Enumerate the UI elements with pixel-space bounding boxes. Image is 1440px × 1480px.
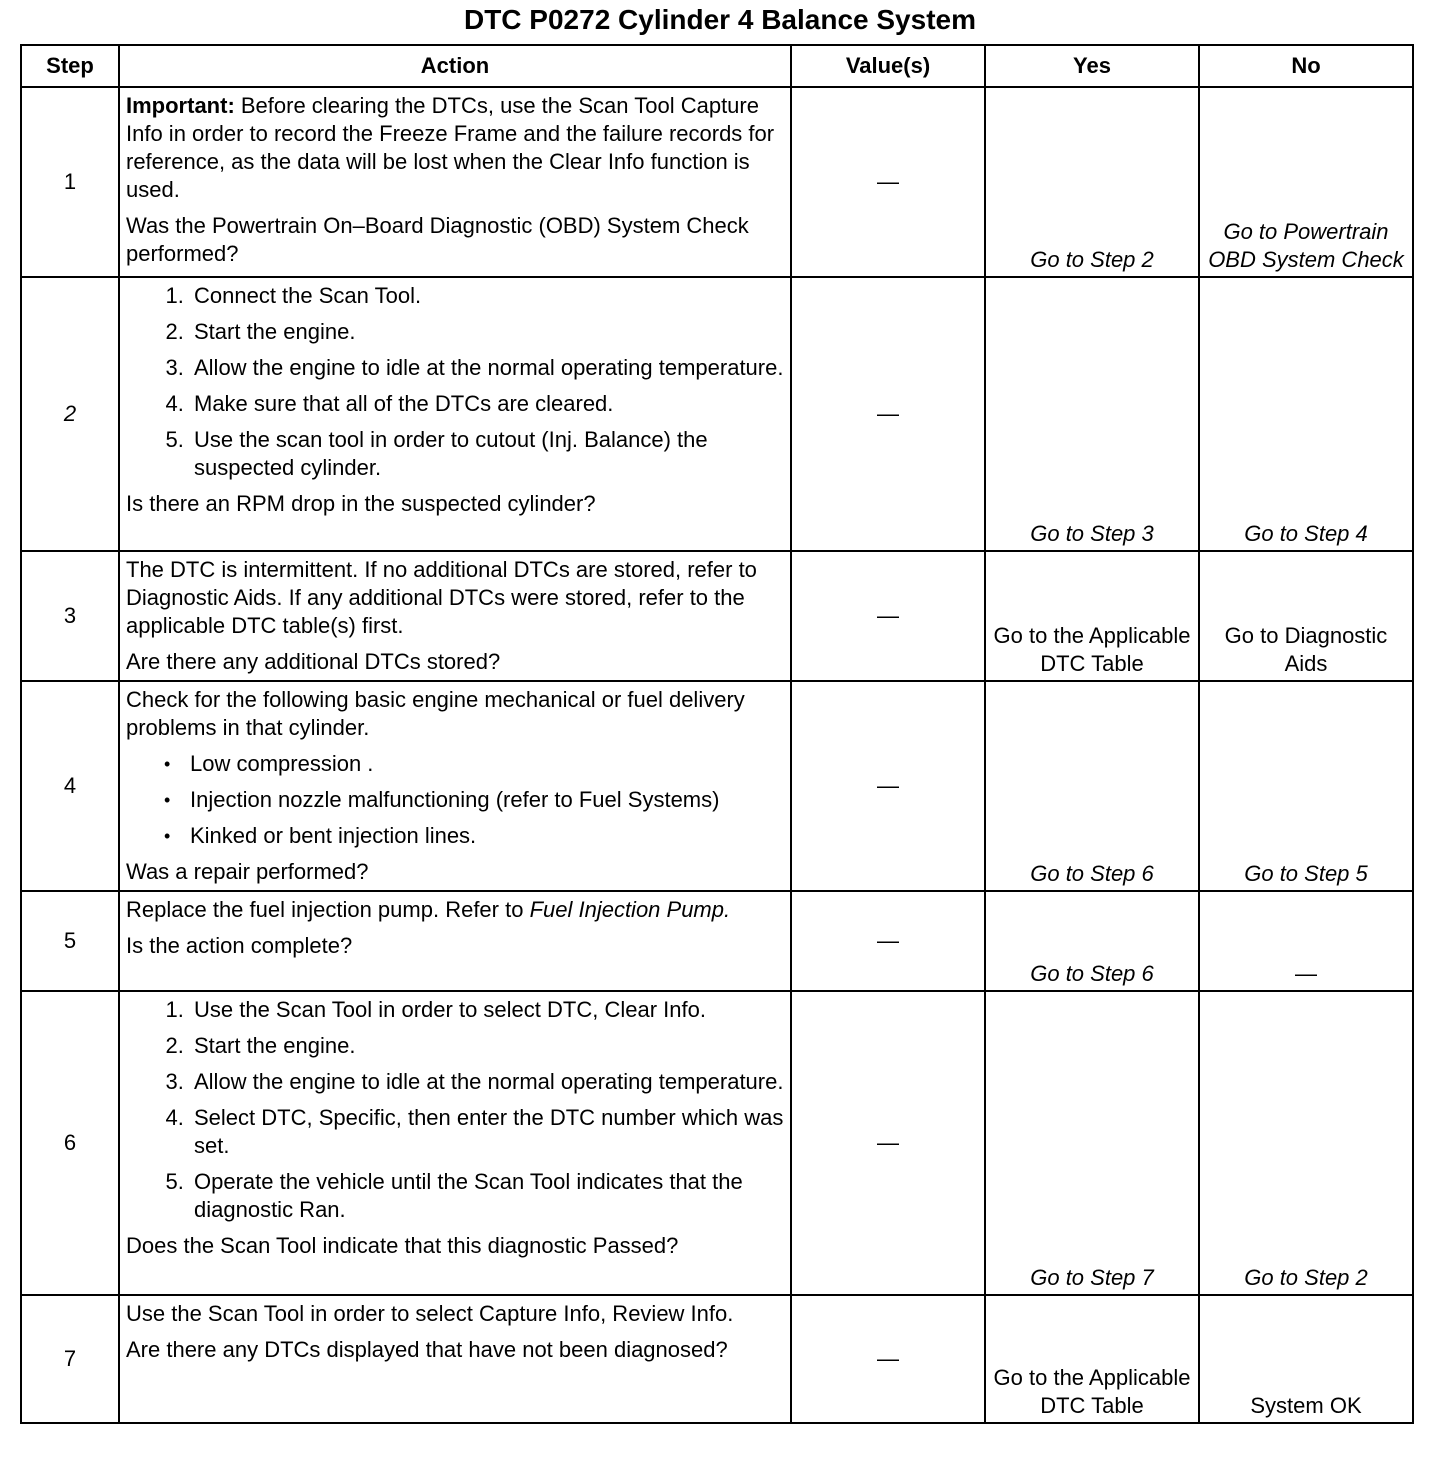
- list-item: • Kinked or bent injection lines.: [190, 822, 784, 850]
- action-question: Was a repair performed?: [126, 859, 369, 884]
- action-cell: [119, 681, 791, 891]
- action-bullet-list: [126, 750, 784, 850]
- action-steps-list: [126, 996, 784, 1224]
- value-cell: —: [791, 1295, 985, 1423]
- step-number: 2: [21, 277, 119, 551]
- step-number: 5: [21, 891, 119, 991]
- table-row: [21, 1295, 1413, 1423]
- step-number: 6: [21, 991, 119, 1295]
- action-cell: [119, 891, 791, 991]
- list-item: 5. Operate the vehicle until the Scan Tool indicates that the diagnostic Ran.: [190, 1168, 784, 1224]
- list-item: 2. Start the engine.: [190, 318, 784, 346]
- action-cell: [119, 1295, 791, 1423]
- action-cell: [119, 991, 791, 1295]
- table-row: [21, 991, 1413, 1295]
- action-question: Is there an RPM drop in the suspected cylinder?: [126, 491, 596, 516]
- diagnostic-table: [20, 44, 1414, 1424]
- no-cell: Go to Diagnostic Aids: [1199, 551, 1413, 681]
- list-item: 4. Select DTC, Specific, then enter the DTC number which was set.: [190, 1104, 784, 1160]
- action-question: Does the Scan Tool indicate that this diagnostic Passed?: [126, 1233, 679, 1258]
- step-number: 3: [21, 551, 119, 681]
- list-item: • Injection nozzle malfunctioning (refer to Fuel Systems): [190, 786, 784, 814]
- value-cell: —: [791, 891, 985, 991]
- table-row: [21, 891, 1413, 991]
- list-item: 1. Connect the Scan Tool.: [190, 282, 784, 310]
- no-cell: System OK: [1199, 1295, 1413, 1423]
- table-row: [21, 551, 1413, 681]
- action-text: Check for the following basic engine mechanical or fuel delivery problems in that cylinder.: [126, 687, 745, 740]
- list-item: 3. Allow the engine to idle at the normal operating temperature.: [190, 1068, 784, 1096]
- yes-cell: Go to Step 3: [985, 277, 1199, 551]
- list-item: 4. Make sure that all of the DTCs are cleared.: [190, 390, 784, 418]
- action-text: [126, 896, 784, 924]
- list-item: • Low compression .: [190, 750, 784, 778]
- action-question: Are there any DTCs displayed that have not been diagnosed?: [126, 1337, 728, 1362]
- list-item: 3. Allow the engine to idle at the normal operating temperature.: [190, 354, 784, 382]
- no-cell: Go to Step 4: [1199, 277, 1413, 551]
- yes-cell: Go to Step 6: [985, 681, 1199, 891]
- yes-cell: Go to the Applicable DTC Table: [985, 1295, 1199, 1423]
- action-text-reference: Fuel Injection Pump.: [529, 897, 731, 922]
- step-number: 7: [21, 1295, 119, 1423]
- yes-cell: Go to the Applicable DTC Table: [985, 551, 1199, 681]
- no-cell: Go to Powertrain OBD System Check: [1199, 87, 1413, 277]
- header-no: No: [1199, 45, 1413, 87]
- no-cell: —: [1199, 891, 1413, 991]
- header-yes: Yes: [985, 45, 1199, 87]
- action-text-plain: Replace the fuel injection pump. Refer to: [126, 897, 530, 922]
- list-item: 1. Use the Scan Tool in order to select DTC, Clear Info.: [190, 996, 784, 1024]
- page-title: DTC P0272 Cylinder 4 Balance System: [463, 4, 976, 35]
- action-question: Is the action complete?: [126, 933, 353, 958]
- important-text: Before clearing the DTCs, use the Scan Tool Capture Info in order to record the Freeze Frame and the failure records for reference, as the data will be lost when the Clear Info function is used.: [126, 93, 775, 202]
- header-values: Value(s): [791, 45, 985, 87]
- step-number: 4: [21, 681, 119, 891]
- list-item: 2. Start the engine.: [190, 1032, 784, 1060]
- yes-cell: Go to Step 6: [985, 891, 1199, 991]
- header-action: Action: [119, 45, 791, 87]
- action-text: The DTC is intermittent. If no additional DTCs are stored, refer to Diagnostic Aids. If any additional DTCs were stored, refer to the applicable DTC table(s) first.: [126, 557, 757, 638]
- table-row: [21, 681, 1413, 891]
- value-cell: —: [791, 681, 985, 891]
- action-question: Are there any additional DTCs stored?: [126, 649, 501, 674]
- value-cell: —: [791, 87, 985, 277]
- step-number: 1: [21, 87, 119, 277]
- no-cell: Go to Step 5: [1199, 681, 1413, 891]
- action-cell: [119, 551, 791, 681]
- value-cell: —: [791, 991, 985, 1295]
- header-row: [21, 45, 1413, 87]
- action-cell: [119, 277, 791, 551]
- action-important: [126, 92, 784, 204]
- table-row: [21, 277, 1413, 551]
- action-question: Was the Powertrain On–Board Diagnostic (OBD) System Check performed?: [126, 213, 749, 266]
- header-step: Step: [21, 45, 119, 87]
- action-steps-list: [126, 282, 784, 482]
- action-text: Use the Scan Tool in order to select Capture Info, Review Info.: [126, 1301, 734, 1326]
- yes-cell: Go to Step 2: [985, 87, 1199, 277]
- value-cell: —: [791, 551, 985, 681]
- important-label: Important:: [126, 93, 235, 118]
- yes-cell: Go to Step 7: [985, 991, 1199, 1295]
- no-cell: Go to Step 2: [1199, 991, 1413, 1295]
- value-cell: —: [791, 277, 985, 551]
- list-item: 5. Use the scan tool in order to cutout (Inj. Balance) the suspected cylinder.: [190, 426, 784, 482]
- action-cell: [119, 87, 791, 277]
- table-row: [21, 87, 1413, 277]
